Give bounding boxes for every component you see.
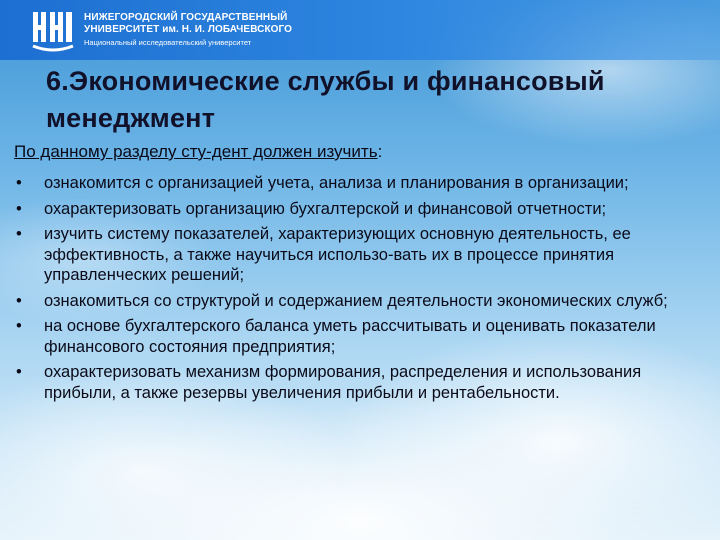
bullet-list <box>14 173 704 408</box>
list-item <box>14 224 704 286</box>
list-item-text: охарактеризовать механизм формирования, распределения и использования прибыли, а также резервы увеличения прибыли и рентабельности. <box>44 363 642 402</box>
lead-colon: : <box>377 142 383 161</box>
bullet-dot: • <box>16 317 22 335</box>
bullet-dot: • <box>16 199 22 218</box>
university-name-line1: НИЖЕГОРОДСКИЙ ГОСУДАРСТВЕННЫЙ <box>84 12 288 23</box>
list-item-text: изучить систему показателей, характеризующих основную деятельность, ее эффективность, а также научиться использо-вать их в процессе принятия управленческих решений; <box>44 225 631 284</box>
list-item <box>14 316 704 357</box>
list-item-text: ознакомиться со структурой и содержанием деятельности экономических служб; <box>44 291 668 310</box>
lead-text <box>14 141 704 163</box>
list-item-text: на основе бухгалтерского баланса уметь рассчитывать и оценивать показатели финансового состояния предприятия; <box>44 317 656 356</box>
university-name <box>84 12 292 49</box>
slide-title: 6.Экономические службы и финансовый менеджмент <box>46 66 605 133</box>
list-item <box>14 199 704 220</box>
university-logo-icon <box>30 8 76 54</box>
list-item <box>14 362 704 403</box>
bullet-dot: • <box>16 363 22 381</box>
list-item-text: ознакомится с организацией учета, анализа и планирования в организации; <box>44 174 629 192</box>
bullet-dot: • <box>16 291 22 310</box>
university-name-line2: УНИВЕРСИТЕТ им. Н. И. ЛОБАЧЕВСКОГО <box>84 24 293 35</box>
university-name-line3: Национальный исследовательский университет <box>84 38 252 47</box>
header-bar <box>0 0 720 60</box>
list-item-text: охарактеризовать организацию бухгалтерской и финансовой отчетности; <box>44 199 607 218</box>
list-item <box>14 173 704 194</box>
lead-text-underlined: По данному разделу сту-дент должен изучить <box>14 142 378 161</box>
bullet-dot: • <box>16 174 22 192</box>
bullet-dot: • <box>16 225 22 243</box>
list-item <box>14 291 704 312</box>
